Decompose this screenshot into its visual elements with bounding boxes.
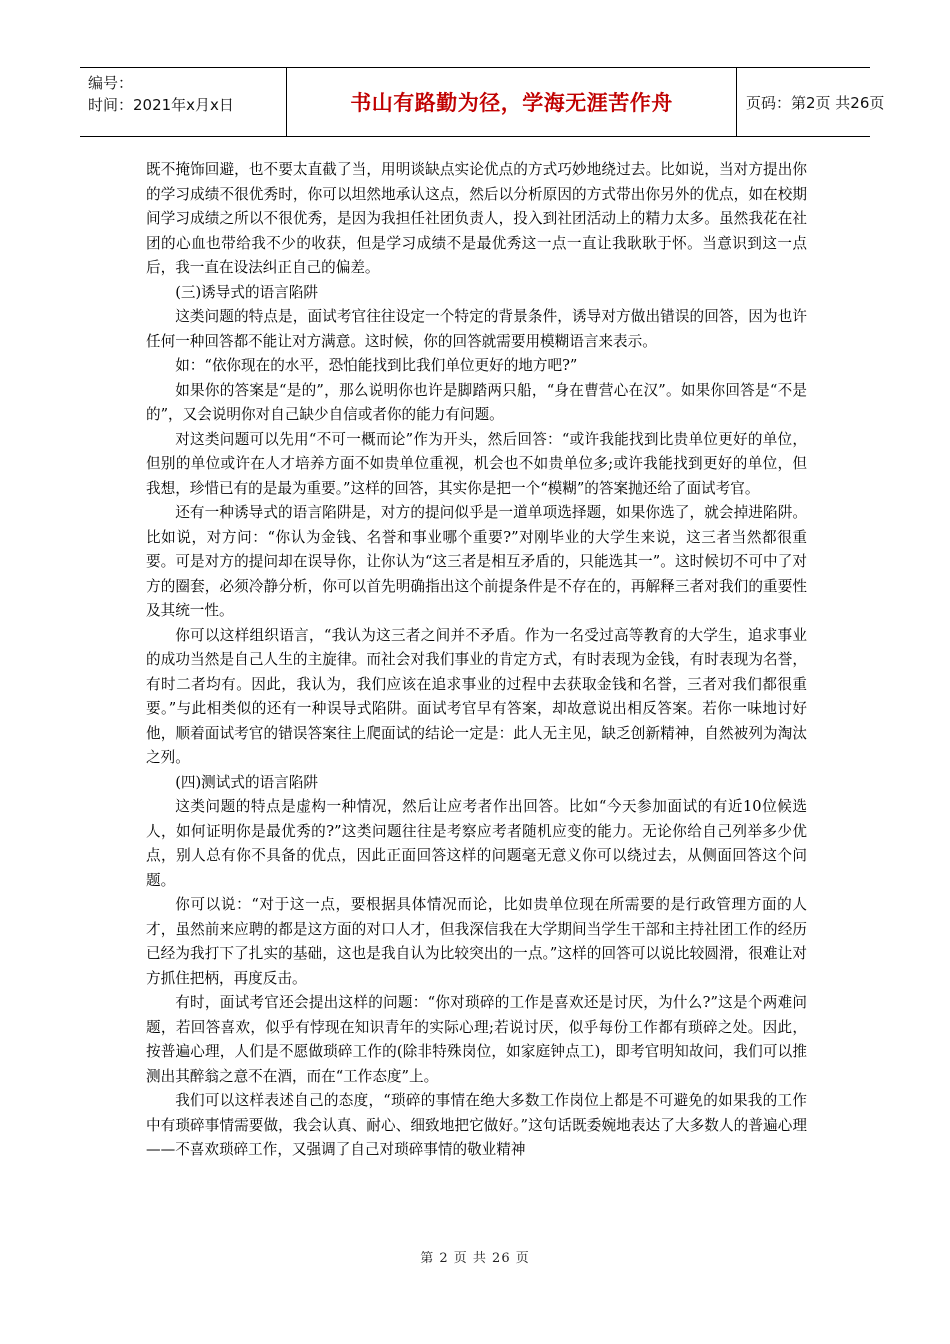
paragraph: 有时，面试考官还会提出这样的问题：“你对琐碎的工作是喜欢还是讨厌，为什么?”这是个两难问题，若回答喜欢，似乎有悖现在知识青年的实际心理;若说讨厌，似乎每份工作都有琐碎之处。因此，按普遍心理，人们是不愿做琐碎工作的(除非特殊岗位，如家庭钟点工)，即考官明知故问，我们可以推测出其醉翁之意不在酒，而在“工作态度”上。	[146, 994, 807, 1085]
header-motto: 书山有路勤为径，学海无涯苦作舟	[350, 91, 673, 115]
header-page-cell	[737, 68, 885, 136]
document-number-label: 编号：	[88, 74, 134, 92]
paragraph: 如：“依你现在的水平，恐怕能找到比我们单位更好的地方吧?”	[175, 357, 578, 374]
header-page-code: 页码：第2页 共26页	[746, 93, 885, 112]
document-body	[146, 158, 807, 1163]
paragraph: 既不掩饰回避，也不要太直截了当，用明谈缺点实论优点的方式巧妙地绕过去。比如说，当对方提出你的学习成绩不很优秀时，你可以坦然地承认这点，然后以分析原因的方式带出你另外的优点，如在校期间学习成绩之所以不很优秀，是因为我担任社团负责人，投入到社团活动上的精力太多。虽然我花在社团的心血也带给我不少的收获，但是学习成绩不是最优秀这一点一直让我耿耿于怀。当意识到这一点后，我一直在设法纠正自己的偏差。	[146, 161, 807, 276]
paragraph: 这类问题的特点是虚构一种情况，然后让应考者作出回答。比如“今天参加面试的有近10位候选人，如何证明你是最优秀的?”这类问题往往是考察应考者随机应变的能力。无论你给自己列举多少优点，别人总有你不具备的优点，因此正面回答这样的问题毫无意义你可以绕过去，从侧面回答这个问题。	[146, 798, 807, 889]
section-heading: (四)测试式的语言陷阱	[175, 773, 318, 791]
paragraph: 你可以这样组织语言，“我认为这三者之间并不矛盾。作为一名受过高等教育的大学生，追求事业的成功当然是自己人生的主旋律。而社会对我们事业的肯定方式，有时表现为金钱，有时表现为名誉，有时二者均有。因此，我认为，我们应该在追求事业的过程中去获取金钱和名誉，三者对我们都很重要。”与此相类似的还有一种误导式陷阱。面试考官早有答案，却故意说出相反答案。若你一味地讨好他，顺着面试考官的错误答案往上爬面试的结论一定是：此人无主见，缺乏创新精神，自然被列为淘汰之列。	[146, 626, 807, 766]
page-header	[80, 67, 885, 137]
document-time-label: 时间：2021年x月x日	[88, 96, 234, 114]
paragraph: 这类问题的特点是，面试考官往往设定一个特定的背景条件，诱导对方做出错误的回答，因为也许任何一种回答都不能让对方满意。这时候，你的回答就需要用模糊语言来表示。	[146, 308, 807, 350]
header-motto-cell	[286, 68, 737, 136]
header-info-cell	[80, 68, 286, 136]
page-footer: 第 2 页 共 26 页	[420, 1251, 530, 1266]
paragraph: 我们可以这样表述自己的态度，“琐碎的事情在绝大多数工作岗位上都是不可避免的如果我的工作中有琐碎事情需要做，我会认真、耐心、细致地把它做好。”这句话既委婉地表达了大多数人的普遍心理——不喜欢琐碎工作，又强调了自己对琐碎事情的敬业精神	[146, 1092, 807, 1158]
paragraph: 如果你的答案是“是的”，那么说明你也许是脚踏两只船，“身在曹营心在汉”。如果你回答是“不是的”，又会说明你对自己缺少自信或者你的能力有问题。	[146, 381, 807, 423]
paragraph: 还有一种诱导式的语言陷阱是，对方的提问似乎是一道单项选择题，如果你选了，就会掉进陷阱。比如说，对方问：“你认为金钱、名誉和事业哪个重要?”对刚毕业的大学生来说，这三者当然都很重要。可是对方的提问却在误导你，让你认为“这三者是相互矛盾的，只能选其一”。这时候切不可中了对方的圈套，必须冷静分析，你可以首先明确指出这个前提条件是不存在的，再解释三者对我们的重要性及其统一性。	[146, 504, 807, 619]
section-heading: (三)诱导式的语言陷阱	[175, 283, 318, 301]
paragraph: 对这类问题可以先用“不可一概而论”作为开头，然后回答：“或许我能找到比贵单位更好的单位，但别的单位或许在人才培养方面不如贵单位重视，机会也不如贵单位多;或许我能找到更好的单位，但我想，珍惜已有的是最为重要。”这样的回答，其实你是把一个“模糊”的答案抛还给了面试考官。	[146, 430, 807, 497]
paragraph: 你可以说：“对于这一点，要根据具体情况而论，比如贵单位现在所需要的是行政管理方面的人才，虽然前来应聘的都是这方面的对口人才，但我深信我在大学期间当学生干部和主持社团工作的经历已经为我打下了扎实的基础，这也是我自认为比较突出的一点。”这样的回答可以说比较圆滑，很难让对方抓住把柄，再度反击。	[146, 896, 807, 987]
